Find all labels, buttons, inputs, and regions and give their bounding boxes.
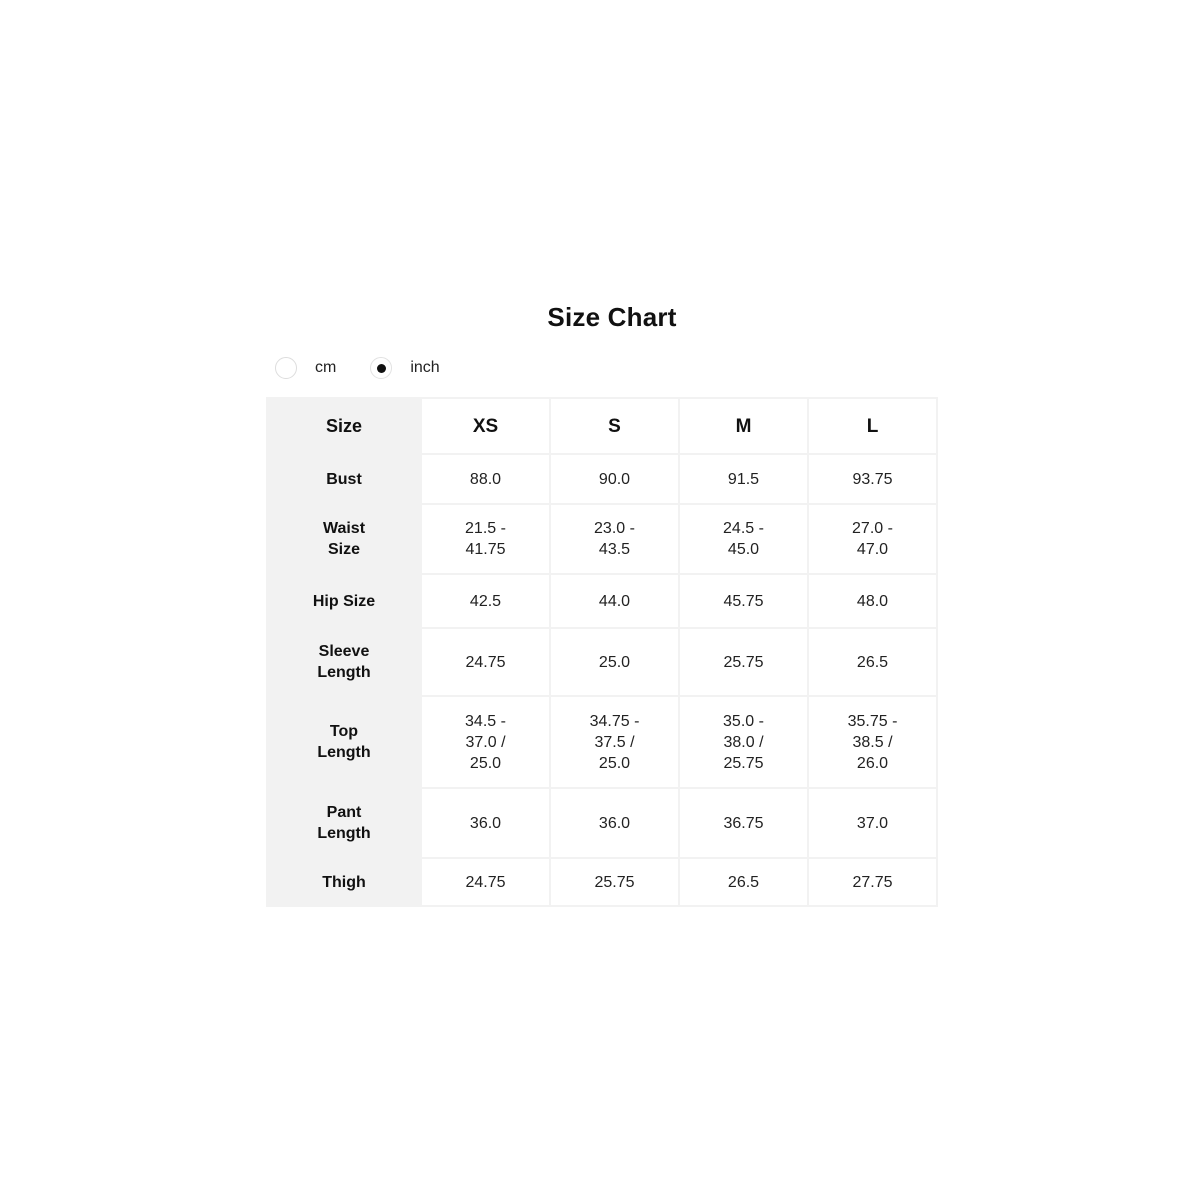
unit-option-inch[interactable] [370,357,439,379]
size-header-m: M [679,398,808,454]
row-label: Bust [267,454,421,504]
row-label: Sleeve Length [267,628,421,696]
size-header-label: Size [267,398,421,454]
page-title: Size Chart [547,302,677,332]
radio-cm[interactable] [275,357,297,379]
table-row-thigh [267,858,937,906]
table-cell: 91.5 [679,454,808,504]
size-header-l: L [808,398,937,454]
table-cell: 26.5 [679,858,808,906]
unit-toggle [275,354,440,382]
row-label: Pant Length [267,788,421,858]
table-cell: 44.0 [550,574,679,628]
radio-selected-dot [377,364,386,373]
size-header-xs: XS [421,398,550,454]
radio-inch[interactable] [370,357,392,379]
row-label: Thigh [267,858,421,906]
table-cell: 45.75 [679,574,808,628]
unit-label-cm: cm [315,359,337,376]
table-cell: 26.5 [808,628,937,696]
row-label: Hip Size [267,574,421,628]
table-cell: 37.0 [808,788,937,858]
table-cell: 24.5 - 45.0 [679,504,808,574]
table-cell: 25.75 [550,858,679,906]
table-row-bust [267,454,937,504]
table-cell: 90.0 [550,454,679,504]
size-header-s: S [550,398,679,454]
table-cell: 27.0 - 47.0 [808,504,937,574]
table-cell: 36.75 [679,788,808,858]
table-cell: 25.0 [550,628,679,696]
table-cell: 93.75 [808,454,937,504]
table-cell: 36.0 [421,788,550,858]
table-header-row [267,398,937,454]
table-row-top-length [267,696,937,788]
unit-option-cm[interactable] [275,357,336,379]
table-cell: 34.75 - 37.5 / 25.0 [550,696,679,788]
table-row-sleeve-length [267,628,937,696]
size-table [266,397,938,907]
table-cell: 25.75 [679,628,808,696]
table-row-pant-length [267,788,937,858]
row-label: Waist Size [267,504,421,574]
table-cell: 35.0 - 38.0 / 25.75 [679,696,808,788]
table-cell: 34.5 - 37.0 / 25.0 [421,696,550,788]
table-row-waist-size [267,504,937,574]
table-cell: 24.75 [421,858,550,906]
table-cell: 36.0 [550,788,679,858]
table-cell: 23.0 - 43.5 [550,504,679,574]
table-cell: 42.5 [421,574,550,628]
table-cell: 27.75 [808,858,937,906]
table-cell: 35.75 - 38.5 / 26.0 [808,696,937,788]
table-row-hip-size [267,574,937,628]
table-cell: 21.5 - 41.75 [421,504,550,574]
table-cell: 48.0 [808,574,937,628]
unit-label-inch: inch [410,359,440,376]
table-cell: 88.0 [421,454,550,504]
table-cell: 24.75 [421,628,550,696]
row-label: Top Length [267,696,421,788]
